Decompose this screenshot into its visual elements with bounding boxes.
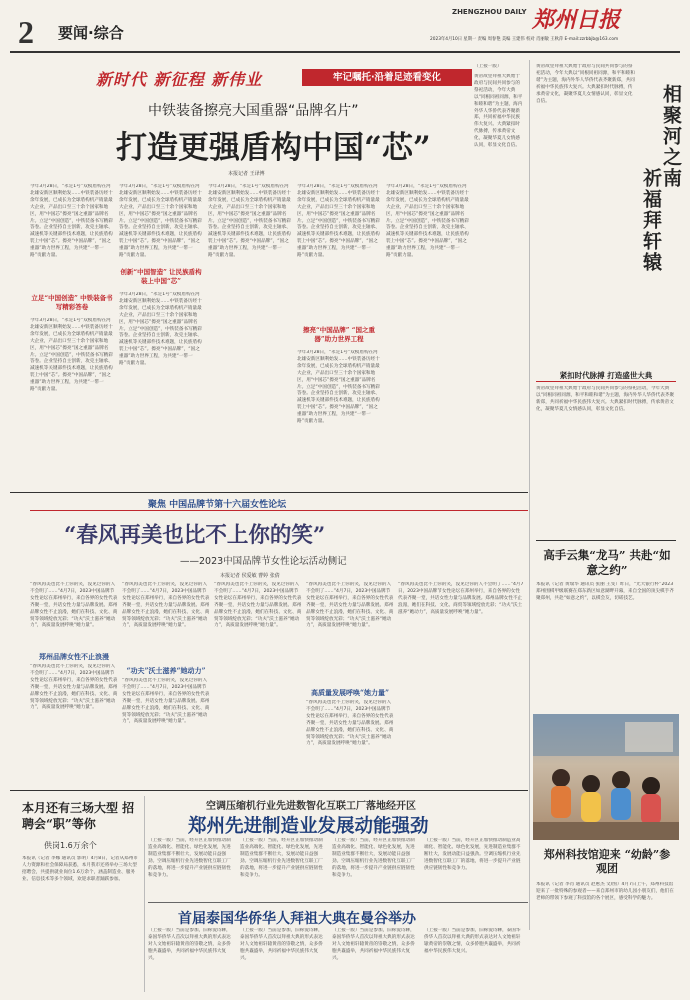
rule-after-lead (10, 492, 528, 493)
jobs-body: 本报讯（记者 李娜 通讯员 郭明）4月8日，记者从郑州市人力资源和社会保障局获悉，本月我市还将举办三场大型招聘会，共提供就业岗位1.6万余个，涵盖制造业、服务业、信息技术等多个领域，欢迎求职者踊跃参加。 (22, 856, 138, 882)
lead-body-col-5: 今年3月28日，“永定1号”双模盾构在河北雄安新区顺利始发……中铁装备历经十余年发展，已成长为全球盾构机产销量最大企业，产品出口至三十余个国家和地区，用“中国芯”擦亮“国之重器”品牌名片。立足“中国创造”，中铁装备书写精彩答卷。企业坚持自主创新，攻克主轴承、减速机等关键部件技术难题，让民族盾构装上中国“芯”。擦亮“中国品牌”，“国之重器”助力世界工程，为共建“一带一路”贡献力量。 (386, 184, 469, 259)
right-sub-rule (536, 381, 676, 382)
festival-kicker-text: 聚焦 中国品牌节第十六届女性论坛 (148, 500, 287, 510)
ceremony-body-col-1: （上接一版）当前是参加，旧称爱诗聊，泰国华侨华人首次以拜祖大典的形式表达对人文始祖轩辕黄帝的崇敬之情，众多侨胞共襄盛举，共同祈福中华民族伟大复兴。 (148, 928, 231, 961)
mfg-headline: 郑州先进制造业发展动能强劲 (188, 816, 429, 837)
lead-sub-1: 立足“中国创造” 中铁装备书写精彩答卷 (31, 294, 113, 311)
kids-photo-art (533, 714, 679, 840)
ad-box-body: 本报讯（记者 黄瑞华 通讯员 张丽 王雯）昨日，“光大银行杯”2023郑州围棋甲级联赛在郑东新区如意湖畔开幕，来自全国的顶尖棋手齐聚郑州，共赴“如意之约”，以棋会友，切磋技艺。 (536, 582, 674, 601)
lead-body-col-2b: 今年3月28日，“永定1号”双模盾构在河北雄安新区顺利始发……中铁装备历经十余年发展，已成长为全球盾构机产销量最大企业，产品出口至三十余个国家和地区，用“中国芯”擦亮“国之重器”品牌名片。立足“中国创造”，中铁装备书写精彩答卷。企业坚持自主创新，攻克主轴承、减速机等关键部件技术难题，让民族盾构装上中国“芯”。擦亮“中国品牌”，“国之重器”助力世界工程，为共建“一带一路”贡献力量。 (119, 292, 202, 367)
kids-photo (533, 714, 679, 840)
vertical-title-2: 祈福拜轩辕 (640, 168, 662, 273)
lead-headline: 打造更强盾构中国“芯” (116, 130, 431, 166)
lead-sub-2: 创新“中国智造” 让民族盾构装上中国“芯” (120, 268, 202, 285)
festival-sub-1: 郑州品牌女性不止浪漫 (39, 652, 109, 661)
mfg-body-col-4: （上接一版）当前，经开区正加快推动制造业高端化、智能化、绿色化发展，先进制造业集群不断壮大，发展动能日益强劲。空调压缩机行业先进数智化互联工厂的落地，将进一步提升产业链供应链韧性和竞争力。 (424, 838, 521, 871)
rule-mid-bottom (148, 902, 528, 903)
date-info: 2023年4月10日 星期一 责编 周春艳 美编 王建伟 校对 肖丽敏 王秋萍 E-mail:zzrbbjb@163.com (430, 37, 619, 42)
paper-logo: 郑州日报 (532, 7, 621, 33)
festival-body-col-4b: “春风再美也比不上你的笑，没见过你的人不会明了……”4月7日，2023中国品牌节女性论坛在郑州举行，来自各界的女性代表齐聚一堂，共话女性力量与品牌发展。郑州品牌女性不止浪漫，她们在科技、文化、商贸等领域绽放光彩；“功夫”沃土滋养“她动力”，高质量发展呼唤“她力量”。 (306, 700, 394, 747)
lead-body-col-1b: 今年3月28日，“永定1号”双模盾构在河北雄安新区顺利始发……中铁装备历经十余年发展，已成长为全球盾构机产销量最大企业，产品出口至三十余个国家和地区，用“中国芯”擦亮“国之重器”品牌名片。立足“中国创造”，中铁装备书写精彩答卷。企业坚持自主创新，攻克主轴承、减速机等关键部件技术难题，让民族盾构装上中国“芯”。擦亮“中国品牌”，“国之重器”助力世界工程，为共建“一带一路”贡献力量。 (30, 318, 113, 393)
section-title: 要闻·综合 (58, 24, 124, 42)
mfg-body-col-1: （上接一版）当前，经开区正加快推动制造业高端化、智能化、绿色化发展，先进制造业集群不断壮大，发展动能日益强劲。空调压缩机行业先进数智化互联工厂的落地，将进一步提升产业链供应链韧性和竞争力。 (148, 838, 231, 878)
lead-body-col-4: 今年3月28日，“永定1号”双模盾构在河北雄安新区顺利始发……中铁装备历经十余年发展，已成长为全球盾构机产销量最大企业，产品出口至三十余个国家和地区，用“中国芯”擦亮“国之重器”品牌名片。立足“中国创造”，中铁装备书写精彩答卷。企业坚持自主创新，攻克主轴承、减速机等关键部件技术难题，让民族盾构装上中国“芯”。擦亮“中国品牌”，“国之重器”助力世界工程，为共建“一带一路”贡献力量。 (297, 184, 380, 259)
festival-body-col-5: “春风再美也比不上你的笑，没见过你的人不会明了……”4月7日，2023中国品牌节女性论坛在郑州举行，来自各界的女性代表齐聚一堂，共话女性力量与品牌发展。郑州品牌女性不止浪漫，她们在科技、文化、商贸等领域绽放光彩；“功夫”沃土滋养“她动力”，高质量发展呼唤“她力量”。 (398, 582, 524, 615)
festival-body-col-2b: “春风再美也比不上你的笑，没见过你的人不会明了……”4月7日，2023中国品牌节女性论坛在郑州举行，来自各界的女性代表齐聚一堂，共话女性力量与品牌发展。郑州品牌女性不止浪漫，她们在科技、文化、商贸等领域绽放光彩；“功夫”沃土滋养“她动力”，高质量发展呼唤“她力量”。 (122, 678, 210, 725)
rule-before-bottom (10, 790, 528, 791)
lead-sub-3: 擦亮“中国品牌” “国之重器”助力世界工程 (303, 326, 375, 343)
festival-body-col-1: “春风再美也比不上你的笑，没见过你的人不会明了……”4月7日，2023中国品牌节女性论坛在郑州举行，来自各界的女性代表齐聚一堂，共话女性力量与品牌发展。郑州品牌女性不止浪漫，她们在科技、文化、商贸等领域绽放光彩；“功夫”沃土滋养“她动力”，高质量发展呼唤“她力量”。 (30, 582, 118, 629)
festival-headline: “春风再美也比不上你的笑” (64, 523, 326, 548)
mfg-body-col-3: （上接一版）当前，经开区正加快推动制造业高端化、智能化、绿色化发展，先进制造业集群不断壮大，发展动能日益强劲。空调压缩机行业先进数智化互联工厂的落地，将进一步提升产业链供应链韧性和竞争力。 (332, 838, 415, 878)
ceremony-body-col-3: （上接一版）当前是参加，旧称爱诗聊，泰国华侨华人首次以拜祖大典的形式表达对人文始祖轩辕黄帝的崇敬之情，众多侨胞共襄盛举，共同祈福中华民族伟大复兴。 (332, 928, 415, 961)
photo-story-body: 本报讯（记者 李肖 通讯员 赵惠杰 文/图）4月7日上午，郑州科技馆迎来了一批特殊的参观者——来自郑州市的幼儿园小朋友们，他们在老师的带领下参观了科技馆的各个展区，感受科学的魅力。 (536, 882, 674, 901)
lead-byline: 本报记者 王译博 (228, 171, 265, 177)
page-number: 2 (18, 14, 34, 50)
mfg-kicker: 空调压缩机行业先进数智化互联工厂落地经开区 (206, 801, 416, 812)
festival-sub-2: “功夫”沃土滋养“她动力” (126, 666, 206, 675)
ad-box-headline: 高手云集“龙马” 共赴“如意之约” (543, 548, 671, 577)
jobs-subtitle: 供岗1.6万余个 (44, 841, 97, 850)
right-top-body-2: 黄帝故里拜祖大典始于政府与民间共同参与的祭祀活动，今年大典以“同根同祖同源，和平和睦和谐”为主题，海内外华人华侨代表齐聚新郑，共同祈福中华民族伟大复兴。大典紧扣时代脉搏，传承黄帝文化，凝聚华夏儿女情感认同，彰显文化自信。 (536, 64, 635, 104)
festival-kicker (30, 496, 528, 511)
banner-slogan: 新时代 新征程 新伟业 (96, 70, 263, 89)
ceremony-body-col-2: （上接一版）当前是参加，旧称爱诗聊，泰国华侨华人首次以拜祖大典的形式表达对人文始祖轩辕黄帝的崇敬之情，众多侨胞共襄盛举，共同祈福中华民族伟大复兴。 (240, 928, 323, 961)
right-top-body-1: 黄帝故里拜祖大典始于政府与民间共同参与的祭祀活动，今年大典以“同根同祖同源，和平和睦和谐”为主题，海内外华人华侨代表齐聚新郑，共同祈福中华民族伟大复兴。大典紧扣时代脉搏，传承黄帝文化，凝聚华夏儿女情感认同，彰显文化自信。 (474, 74, 523, 149)
lead-body-col-2: 今年3月28日，“永定1号”双模盾构在河北雄安新区顺利始发……中铁装备历经十余年发展，已成长为全球盾构机产销量最大企业，产品出口至三十余个国家和地区，用“中国芯”擦亮“国之重器”品牌名片。立足“中国创造”，中铁装备书写精彩答卷。企业坚持自主创新，攻克主轴承、减速机等关键部件技术难题，让民族盾构装上中国“芯”。擦亮“中国品牌”，“国之重器”助力世界工程，为共建“一带一路”贡献力量。 (119, 184, 202, 259)
right-top-sub: 紧扣时代脉搏 打造盛世大典 (559, 371, 653, 380)
banner-motto-text: 牢记嘱托·沿着足迹看变化 (332, 72, 442, 83)
vertical-title-1: 相聚河之南 (660, 84, 682, 189)
festival-body-col-1b: “春风再美也比不上你的笑，没见过你的人不会明了……”4月7日，2023中国品牌节女性论坛在郑州举行，来自各界的女性代表齐聚一堂，共话女性力量与品牌发展。郑州品牌女性不止浪漫，她们在科技、文化、商贸等领域绽放光彩；“功夫”沃土滋养“她动力”，高质量发展呼唤“她力量”。 (30, 664, 118, 711)
right-mid-rule (536, 540, 676, 541)
festival-sub-3: 高质量发展呼唤“她力量” (310, 688, 390, 697)
paper-en-name: ZHENGZHOU DAILY (452, 8, 527, 16)
festival-byline: 本报记者 侯爱敏 曹婷 张倩 (220, 573, 280, 579)
divider-jobs (144, 796, 145, 992)
lead-body-col-4b: 今年3月28日，“永定1号”双模盾构在河北雄安新区顺利始发……中铁装备历经十余年发展，已成长为全球盾构机产销量最大企业，产品出口至三十余个国家和地区，用“中国芯”擦亮“国之重器”品牌名片。立足“中国创造”，中铁装备书写精彩答卷。企业坚持自主创新，攻克主轴承、减速机等关键部件技术难题，让民族盾构装上中国“芯”。擦亮“中国品牌”，“国之重器”助力世界工程，为共建“一带一路”贡献力量。 (297, 350, 380, 425)
right-top-tag: （上接一版） (474, 64, 502, 69)
mfg-body-col-2: （上接一版）当前，经开区正加快推动制造业高端化、智能化、绿色化发展，先进制造业集群不断壮大，发展动能日益强劲。空调压缩机行业先进数智化互联工厂的落地，将进一步提升产业链供应链韧性和竞争力。 (240, 838, 323, 878)
right-top-body-3: 黄帝故里拜祖大典始于政府与民间共同参与的祭祀活动，今年大典以“同根同祖同源，和平和睦和谐”为主题，海内外华人华侨代表齐聚新郑，共同祈福中华民族伟大复兴。大典紧扣时代脉搏，传承黄帝文化，凝聚华夏儿女情感认同，彰显文化自信。 (536, 386, 674, 412)
festival-body-col-3: “春风再美也比不上你的笑，没见过你的人不会明了……”4月7日，2023中国品牌节女性论坛在郑州举行，来自各界的女性代表齐聚一堂，共话女性力量与品牌发展。郑州品牌女性不止浪漫，她们在科技、文化、商贸等领域绽放光彩；“功夫”沃土滋养“她动力”，高质量发展呼唤“她力量”。 (214, 582, 302, 629)
divider-main-right (529, 60, 530, 930)
lead-kicker: 中铁装备擦亮大国重器“品牌名片” (148, 103, 359, 119)
ceremony-body-col-4: （上接一版）当前是参加，旧称爱诗聊，泰国华侨华人首次以拜祖大典的形式表达对人文始祖轩辕黄帝的崇敬之情，众多侨胞共襄盛举，共同祈福中华民族伟大复兴。 (424, 928, 521, 954)
banner-motto (302, 69, 472, 86)
festival-subtitle: ——2023中国品牌节女性论坛活动侧记 (180, 556, 347, 567)
festival-body-col-2: “春风再美也比不上你的笑，没见过你的人不会明了……”4月7日，2023中国品牌节女性论坛在郑州举行，来自各界的女性代表齐聚一堂，共话女性力量与品牌发展。郑州品牌女性不止浪漫，她们在科技、文化、商贸等领域绽放光彩；“功夫”沃土滋养“她动力”，高质量发展呼唤“她力量”。 (122, 582, 210, 629)
jobs-headline: 本月还有三场大型 招聘会“职”等你 (22, 801, 135, 831)
lead-body-col-3: 今年3月28日，“永定1号”双模盾构在河北雄安新区顺利始发……中铁装备历经十余年发展，已成长为全球盾构机产销量最大企业，产品出口至三十余个国家和地区，用“中国芯”擦亮“国之重器”品牌名片。立足“中国创造”，中铁装备书写精彩答卷。企业坚持自主创新，攻克主轴承、减速机等关键部件技术难题，让民族盾构装上中国“芯”。擦亮“中国品牌”，“国之重器”助力世界工程，为共建“一带一路”贡献力量。 (208, 184, 291, 259)
masthead-rule (10, 51, 680, 53)
ceremony-headline: 首届泰国华侨华人拜祖大典在曼谷举办 (178, 911, 416, 927)
campaign-banner (40, 62, 518, 94)
masthead (0, 0, 690, 56)
photo-story-headline: 郑州科技馆迎来 “幼龄”参观团 (543, 848, 671, 875)
lead-body-col-1: 今年3月28日，“永定1号”双模盾构在河北雄安新区顺利始发……中铁装备历经十余年发展，已成长为全球盾构机产销量最大企业，产品出口至三十余个国家和地区，用“中国芯”擦亮“国之重器”品牌名片。立足“中国创造”，中铁装备书写精彩答卷。企业坚持自主创新，攻克主轴承、减速机等关键部件技术难题，让民族盾构装上中国“芯”。擦亮“中国品牌”，“国之重器”助力世界工程，为共建“一带一路”贡献力量。 (30, 184, 113, 259)
festival-body-col-4: “春风再美也比不上你的笑，没见过你的人不会明了……”4月7日，2023中国品牌节女性论坛在郑州举行，来自各界的女性代表齐聚一堂，共话女性力量与品牌发展。郑州品牌女性不止浪漫，她们在科技、文化、商贸等领域绽放光彩；“功夫”沃土滋养“她动力”，高质量发展呼唤“她力量”。 (306, 582, 394, 629)
